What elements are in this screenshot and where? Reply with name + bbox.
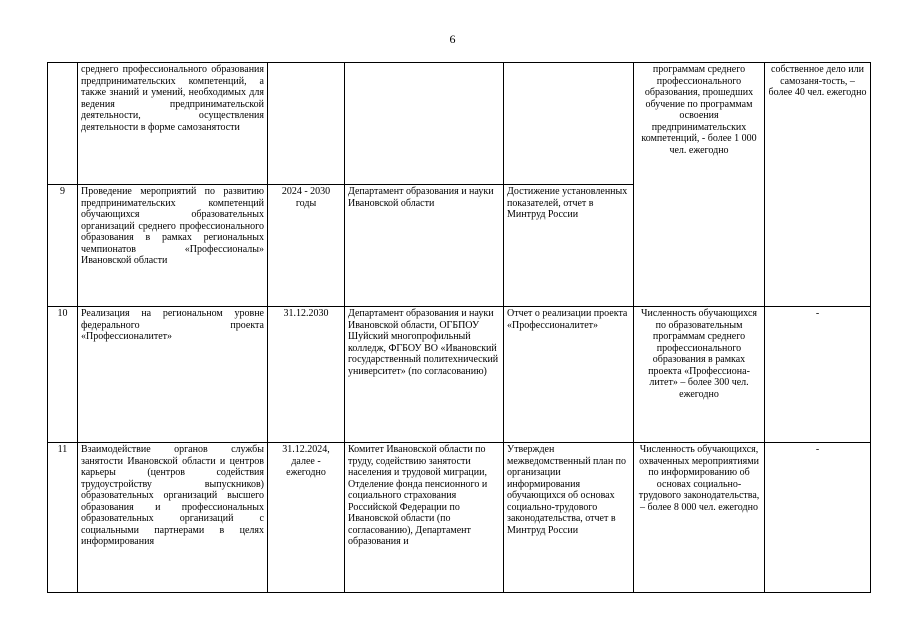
row-number (48, 63, 78, 185)
term-cell: 31.12.2030 (268, 307, 345, 443)
table-row (48, 63, 871, 185)
indicator-cell: Численность обучающихся по образовательным программам среднего профессионального образования в рамках проекта «Профессиона-литет» – более 300 чел. ежегодно (634, 307, 765, 443)
responsible-cell (345, 63, 504, 185)
result-type-cell: Отчет о реализации проекта «Профессионалитет» (504, 307, 634, 443)
responsible-cell: Департамент образования и науки Ивановской области, ОГБПОУ Шуйский многопрофильный колледж, ФГБОУ ВО «Ивановский государственный политехнический университет» (по согласованию) (345, 307, 504, 443)
result-type-cell (504, 63, 634, 185)
event-cell: Реализация на региональном уровне федерального проекта «Профессионалитет» (78, 307, 268, 443)
row-number: 9 (48, 185, 78, 307)
term-cell (268, 63, 345, 185)
row-number: 10 (48, 307, 78, 443)
table-row (48, 443, 871, 593)
row-number: 11 (48, 443, 78, 593)
event-cell: Взаимодействие органов службы занятости Ивановской области и центров карьеры (центров содействия трудоустройству выпускников) образовательных организаций высшего образования и профессиональных образовательных организаций с социальными партнерами в целях информирования (78, 443, 268, 593)
measures-table (47, 62, 871, 593)
term-cell: 2024 - 2030 годы (268, 185, 345, 307)
term-cell: 31.12.2024, далее - ежегодно (268, 443, 345, 593)
result-type-cell: Достижение установленных показателей, отчет в Минтруд России (504, 185, 634, 307)
indicator-extra-cell: - (765, 443, 871, 593)
indicator-extra-cell: - (765, 307, 871, 443)
event-cell: Проведение мероприятий по развитию предпринимательских компетенций обучающихся образовательных организаций среднего профессионального образования в рамках региональных чемпионатов «Профессионалы» Ивановской области (78, 185, 268, 307)
event-cell: среднего профессионального образования предпринимательских компетенций, а также знаний и умений, необходимых для ведения предпринимательской деятельности, осуществления деятельности в форме самозанятости (78, 63, 268, 185)
table-row (48, 307, 871, 443)
responsible-cell: Департамент образования и науки Ивановской области (345, 185, 504, 307)
page-number: 6 (449, 32, 456, 46)
indicator-cell: Численность обучающихся, охваченных мероприятиями по информированию об основах социально-трудового законодательства, – более 8 000 чел. ежегодно (634, 443, 765, 593)
result-type-cell: Утвержден межведомственный план по организации информирования обучающихся об основах социально-трудового законодательства, отчет в Минтруд России (504, 443, 634, 593)
indicator-extra-cell: собственное дело или самозаня-тость, – более 40 чел. ежегодно (765, 63, 871, 307)
indicator-cell: программам среднего профессионального образования, прошедших обучение по программам освоения предпринимательских компетенций, - более 1 000 чел. ежегодно (634, 63, 765, 307)
responsible-cell: Комитет Ивановской области по труду, содействию занятости населения и трудовой миграции, Отделение фонда пенсионного и социального страхования Российской Федерации по Ивановской области (по согласованию), Департамент образования и (345, 443, 504, 593)
